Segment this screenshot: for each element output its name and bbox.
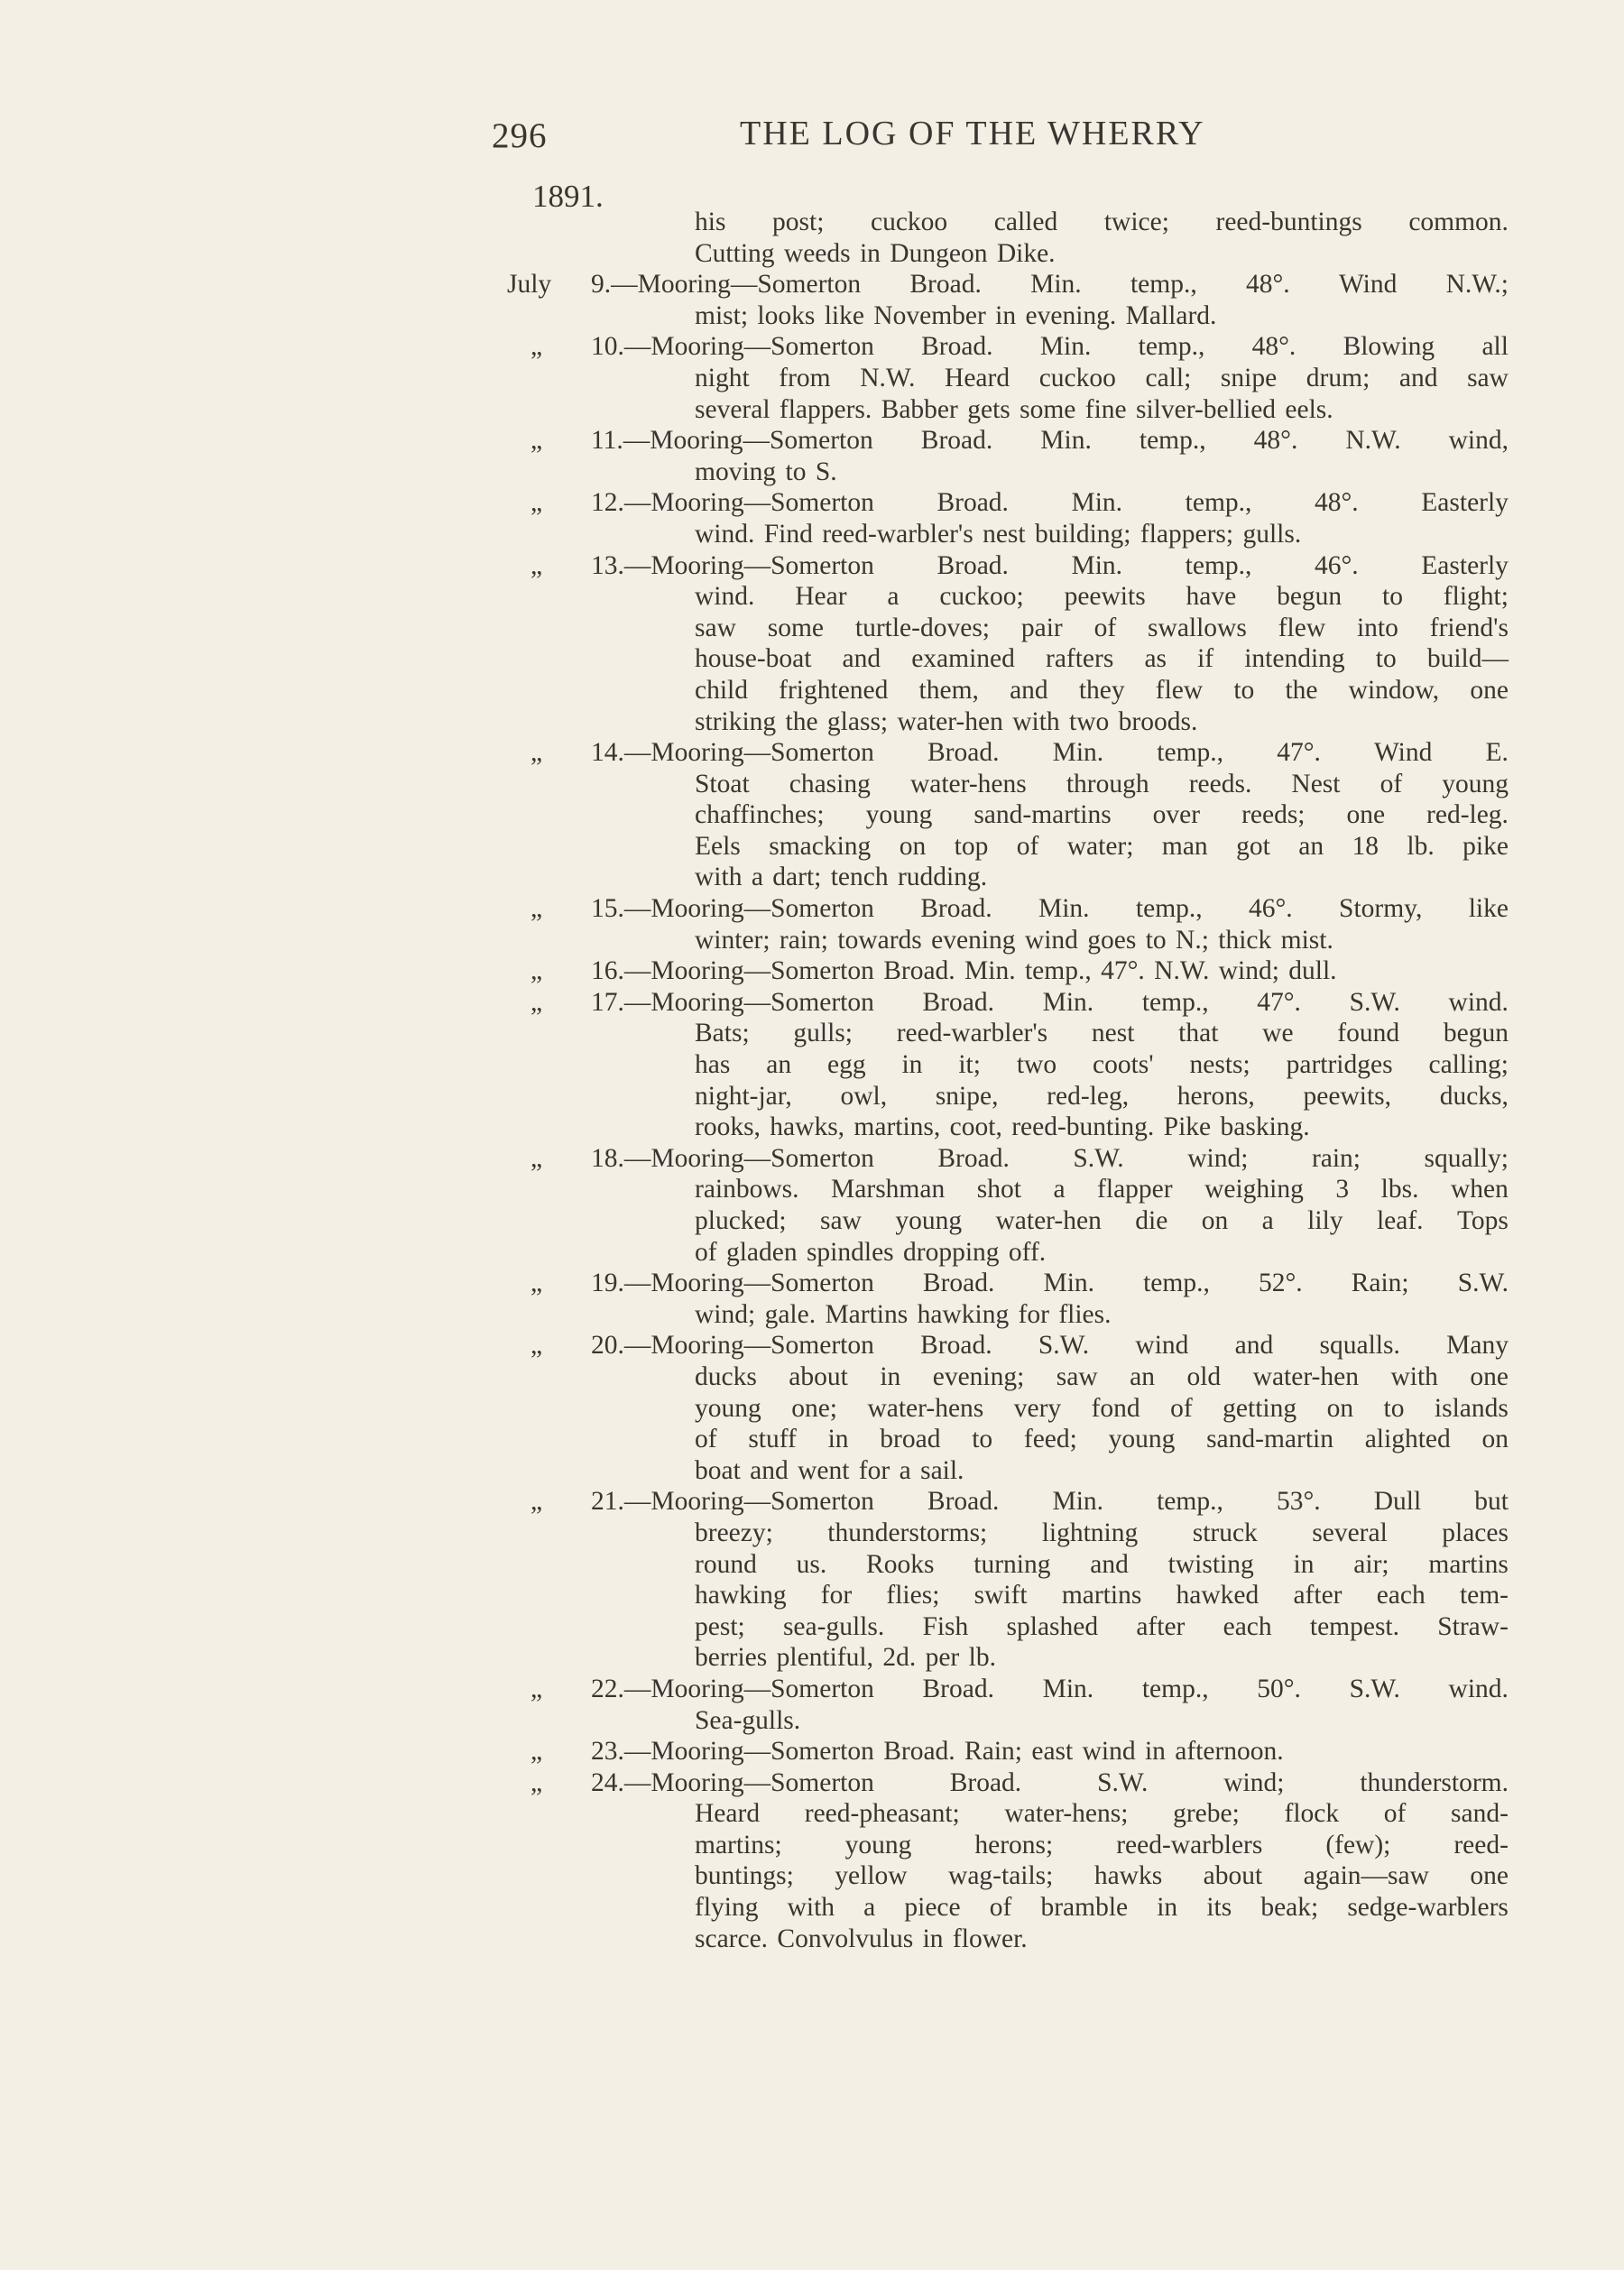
- entry-line: [0, 1611, 1624, 1643]
- line-text: with a dart; tench rudding.: [695, 863, 988, 892]
- line-text: has an egg in it; two coots' nests; partridges calling;: [695, 1050, 1509, 1080]
- entry-line: [0, 1580, 1624, 1611]
- ditto-mark: „: [531, 1143, 543, 1173]
- entry-line: [0, 955, 1624, 987]
- entry-line: [0, 1174, 1624, 1205]
- entry-line: [0, 1674, 1624, 1705]
- line-text: house-boat and examined rafters as if intending to build—: [695, 644, 1509, 674]
- line-text: berries plentiful, 2d. per lb.: [695, 1643, 996, 1673]
- line-text: 21.—Mooring—Somerton Broad. Min. temp., 53°. Dull but: [591, 1487, 1509, 1517]
- line-text: mist; looks like November in evening. Mallard.: [695, 300, 1217, 330]
- entry-line: [0, 363, 1624, 394]
- line-text: Cutting weeds in Dungeon Dike.: [695, 238, 1056, 268]
- line-text: scarce. Convolvulus in flower.: [695, 1924, 1028, 1953]
- diary-entry: [0, 955, 1624, 987]
- diary-entry: [0, 550, 1624, 738]
- entry-line: [0, 1424, 1624, 1455]
- entry-line: [0, 1018, 1624, 1049]
- line-text: ducks about in evening; saw an old water-hen with one: [695, 1361, 1509, 1391]
- line-text: rooks, hawks, martins, coot, reed-bunting. Pike basking.: [695, 1112, 1310, 1142]
- diary-entry: [0, 1330, 1624, 1486]
- ditto-mark: „: [531, 1487, 543, 1517]
- entry-line: [0, 331, 1624, 363]
- entry-line: [0, 737, 1624, 769]
- diary-entry: [0, 737, 1624, 893]
- line-text: 16.—Mooring—Somerton Broad. Min. temp., 47°. N.W. wind; dull.: [591, 956, 1337, 986]
- entry-line: [0, 1049, 1624, 1081]
- entry-line: [0, 1143, 1624, 1175]
- entry-line: [0, 238, 1624, 270]
- line-text: wind; gale. Martins hawking for flies.: [695, 1299, 1112, 1329]
- entry-line: [0, 1205, 1624, 1237]
- entry-line: [0, 581, 1624, 613]
- line-text: 14.—Mooring—Somerton Broad. Min. temp., 47°. Wind E.: [591, 738, 1509, 768]
- line-text: chaffinches; young sand-martins over reeds; one red-leg.: [695, 800, 1509, 830]
- entry-line: [0, 1330, 1624, 1361]
- ditto-mark: „: [531, 332, 543, 362]
- line-text: saw some turtle-doves; pair of swallows flew into friend's: [695, 613, 1509, 642]
- line-text: 13.—Mooring—Somerton Broad. Min. temp., 46°. Easterly: [591, 550, 1509, 580]
- ditto-mark: „: [531, 1331, 543, 1361]
- line-text: night-jar, owl, snipe, red-leg, herons, peewits, ducks,: [695, 1081, 1509, 1111]
- ditto-mark: „: [531, 1737, 543, 1767]
- entry-line: [0, 1549, 1624, 1581]
- ditto-mark: „: [531, 956, 543, 986]
- ditto-mark: „: [531, 738, 543, 768]
- ditto-mark: „: [531, 550, 543, 580]
- diary-entry: [0, 331, 1624, 425]
- ditto-mark: „: [531, 894, 543, 924]
- month-label: July: [507, 270, 552, 300]
- entry-line: [0, 613, 1624, 644]
- line-text: child frightened them, and they flew to the window, one: [695, 675, 1509, 705]
- ditto-mark: „: [531, 426, 543, 456]
- line-text: 10.—Mooring—Somerton Broad. Min. temp., 48°. Blowing all: [591, 332, 1509, 362]
- diary-entry: [0, 425, 1624, 487]
- ditto-mark: „: [531, 488, 543, 518]
- line-text: flying with a piece of bramble in its beak; sedge-warblers: [695, 1893, 1509, 1923]
- entry-line: [0, 1736, 1624, 1767]
- entry-line: [0, 269, 1624, 300]
- year-label: 1891.: [532, 179, 604, 214]
- ditto-mark: „: [531, 987, 543, 1017]
- entry-line: [0, 987, 1624, 1019]
- line-text: 20.—Mooring—Somerton Broad. S.W. wind and squalls. Many: [591, 1331, 1509, 1361]
- entry-line: [0, 1705, 1624, 1737]
- entry-line: [0, 394, 1624, 426]
- running-head: THE LOG OF THE WHERRY: [740, 115, 1205, 152]
- line-text: 17.—Mooring—Somerton Broad. Min. temp., 47°. S.W. wind.: [591, 987, 1509, 1017]
- line-text: 12.—Mooring—Somerton Broad. Min. temp., 48°. Easterly: [591, 488, 1509, 518]
- entry-line: [0, 1455, 1624, 1487]
- line-text: plucked; saw young water-hen die on a lily leaf. Tops: [695, 1206, 1509, 1235]
- line-text: wind. Find reed-warbler's nest building; flappers; gulls.: [695, 519, 1302, 549]
- ditto-mark: „: [531, 1674, 543, 1703]
- entry-line: [0, 799, 1624, 831]
- diary-entry: [0, 269, 1624, 331]
- entry-line: [0, 925, 1624, 956]
- line-text: hawking for flies; swift martins hawked after each tem-: [695, 1581, 1509, 1610]
- diary-entry: [0, 1736, 1624, 1767]
- line-text: breezy; thunderstorms; lightning struck several places: [695, 1518, 1509, 1547]
- entry-line: [0, 425, 1624, 457]
- entry-line: [0, 550, 1624, 582]
- line-text: young one; water-hens very fond of getting on to islands: [695, 1393, 1509, 1423]
- line-text: boat and went for a sail.: [695, 1455, 964, 1485]
- line-text: 22.—Mooring—Somerton Broad. Min. temp., 50°. S.W. wind.: [591, 1674, 1509, 1703]
- entry-line: [0, 1860, 1624, 1892]
- line-text: rainbows. Marshman shot a flapper weighing 3 lbs. when: [695, 1175, 1509, 1204]
- entry-line: [0, 675, 1624, 706]
- line-text: winter; rain; towards evening wind goes to N.; thick mist.: [695, 925, 1333, 955]
- entry-line: [0, 1518, 1624, 1549]
- entry-line: [0, 893, 1624, 925]
- ditto-mark: „: [531, 1767, 543, 1797]
- line-text: Heard reed-pheasant; water-hens; grebe; flock of sand-: [695, 1799, 1509, 1829]
- diary-entry: [0, 487, 1624, 549]
- line-text: martins; young herons; reed-warblers (few); reed-: [695, 1830, 1509, 1859]
- line-text: Eels smacking on top of water; man got an 18 lb. pike: [695, 831, 1509, 861]
- entry-line: [0, 1642, 1624, 1674]
- line-text: night from N.W. Heard cuckoo call; snipe drum; and saw: [695, 363, 1509, 392]
- entry-line: [0, 1924, 1624, 1955]
- line-text: 15.—Mooring—Somerton Broad. Min. temp., 46°. Stormy, like: [591, 894, 1509, 924]
- line-text: buntings; yellow wag-tails; hawks about again—saw one: [695, 1861, 1509, 1891]
- entry-line: [0, 207, 1624, 238]
- line-text: his post; cuckoo called twice; reed-buntings common.: [695, 208, 1509, 236]
- line-text: of gladen spindles dropping off.: [695, 1237, 1047, 1267]
- entry-line: [0, 1112, 1624, 1143]
- entry-line: [0, 706, 1624, 738]
- entry-line: [0, 862, 1624, 893]
- line-text: wind. Hear a cuckoo; peewits have begun to flight;: [695, 582, 1509, 612]
- diary-entry: [0, 1674, 1624, 1736]
- page-number: 296: [492, 116, 548, 155]
- entry-line: [0, 487, 1624, 519]
- entry-line: [0, 831, 1624, 863]
- entry-line: [0, 769, 1624, 800]
- entry-line: [0, 1767, 1624, 1799]
- line-text: moving to S.: [695, 457, 837, 486]
- diary-entry: [0, 893, 1624, 955]
- diary-entry: [0, 1268, 1624, 1330]
- diary-entry: [0, 1767, 1624, 1955]
- line-text: several flappers. Babber gets some fine silver-bellied eels.: [695, 394, 1333, 424]
- entry-line: [0, 300, 1624, 332]
- line-text: Sea-gulls.: [695, 1705, 801, 1735]
- entry-line: [0, 643, 1624, 675]
- diary-entries: [0, 207, 1624, 1954]
- entry-line: [0, 1361, 1624, 1393]
- entry-line: [0, 1798, 1624, 1830]
- line-text: 18.—Mooring—Somerton Broad. S.W. wind; rain; squally;: [591, 1143, 1509, 1173]
- diary-entry: [0, 1143, 1624, 1268]
- entry-line: [0, 1081, 1624, 1112]
- line-text: of stuff in broad to feed; young sand-martin alighted on: [695, 1425, 1509, 1454]
- entry-line: [0, 457, 1624, 488]
- entry-line: [0, 1299, 1624, 1331]
- line-text: Bats; gulls; reed-warbler's nest that we found begun: [695, 1019, 1509, 1048]
- entry-line: [0, 1237, 1624, 1269]
- line-text: 11.—Mooring—Somerton Broad. Min. temp., 48°. N.W. wind,: [591, 426, 1509, 456]
- diary-entry: [0, 207, 1624, 269]
- line-text: 19.—Mooring—Somerton Broad. Min. temp., 52°. Rain; S.W.: [591, 1269, 1509, 1298]
- line-text: pest; sea-gulls. Fish splashed after each tempest. Straw-: [695, 1611, 1509, 1641]
- entry-line: [0, 1393, 1624, 1425]
- diary-entry: [0, 987, 1624, 1143]
- line-text: striking the glass; water-hen with two broods.: [695, 706, 1198, 736]
- entry-line: [0, 1830, 1624, 1861]
- line-text: round us. Rooks turning and twisting in air; martins: [695, 1549, 1509, 1579]
- line-text: Stoat chasing water-hens through reeds. Nest of young: [695, 769, 1509, 798]
- diary-entry: [0, 1486, 1624, 1674]
- line-text: 24.—Mooring—Somerton Broad. S.W. wind; thunderstorm.: [591, 1767, 1509, 1797]
- line-text: 9.—Mooring—Somerton Broad. Min. temp., 48°. Wind N.W.;: [591, 270, 1509, 300]
- line-text: 23.—Mooring—Somerton Broad. Rain; east wind in afternoon.: [591, 1737, 1284, 1767]
- ditto-mark: „: [531, 1269, 543, 1298]
- entry-line: [0, 519, 1624, 550]
- entry-line: [0, 1268, 1624, 1299]
- entry-line: [0, 1486, 1624, 1518]
- entry-line: [0, 1892, 1624, 1924]
